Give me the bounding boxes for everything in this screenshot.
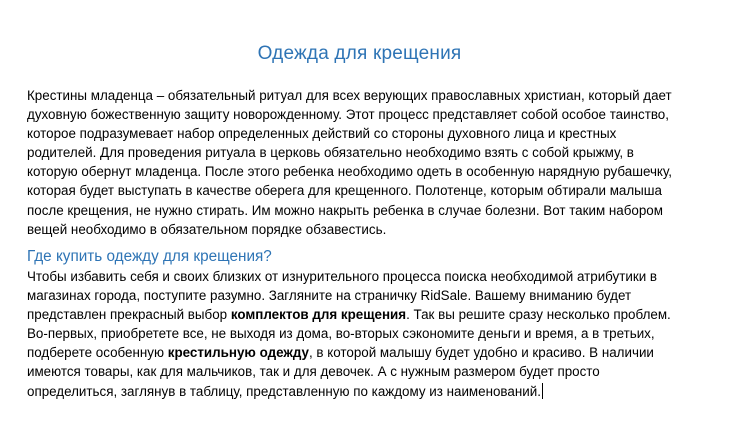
document-title: Одежда для крещения: [257, 43, 462, 64]
paragraph-line: Крестины младенца – обязательный ритуал для всех верующих православных христиан, который дает: [27, 88, 672, 103]
paragraph-line: имеются товары, как для мальчиков, так и для девочек. А с нужным размером будет просто: [27, 364, 600, 380]
text-run: представлен прекрасный выбор: [27, 307, 231, 323]
text-run: подберете особенную: [27, 345, 168, 361]
paragraph-line: духовную божественную защиту новорожденному. Этот процесс представляет собой особое таинство,: [27, 107, 669, 123]
paragraph-line: которая будет выступать в качестве оберега для крещенного. Полотенце, которым обтирали малыша: [27, 183, 662, 199]
paragraph-line: родителей. Для проведения ритуала в церковь обязательно необходимо взять с собой крыжму, в: [27, 145, 634, 161]
intro-paragraph[interactable]: [27, 86, 727, 239]
paragraph-line: которую обернут младенца. После этого ребенка необходимо одеть в особенную нарядную рубашечку,: [27, 164, 673, 180]
text-run: определиться, заглянув в таблицу, представленную по каждому из наименований.: [27, 383, 541, 399]
bold-keyword-christening-sets: комплектов для крещения: [230, 307, 407, 323]
paragraph-line: Чтобы избавить себя и своих близких от изнурительного процесса поиска необходимой атрибутики в: [27, 269, 658, 284]
paragraph-line: после крещения, не нужно стирать. Им можно накрыть ребенка в случае болезни. Вот таким набором: [27, 202, 663, 218]
section-heading: Где купить одежду для крещения?: [27, 248, 272, 265]
paragraph-line: [27, 343, 727, 362]
where-to-buy-paragraph[interactable]: [27, 267, 727, 401]
paragraph-line: вещей необходимо в обязательном порядке обзавестись.: [27, 221, 387, 237]
bold-keyword-christening-clothes: крестильную одежду: [167, 345, 309, 361]
text-cursor: [542, 383, 543, 399]
paragraph-line: магазинах города, поступите разумно. Загляните на страничку RidSale. Вашему вниманию будет: [27, 288, 632, 304]
paragraph-line: которое подразумевает набор определенных действий со стороны духовного лица и крестных: [27, 126, 617, 142]
paragraph-line: Во-первых, приобретете все, не выходя из дома, во-вторых сэкономите деньги и время, а в третьих,: [27, 326, 655, 342]
text-run: , в которой малышу будет удобно и красиво. В наличии: [308, 345, 654, 361]
paragraph-line: [27, 382, 727, 401]
text-run: . Так вы решите сразу несколько проблем.: [406, 307, 671, 323]
paragraph-line: [27, 305, 727, 324]
